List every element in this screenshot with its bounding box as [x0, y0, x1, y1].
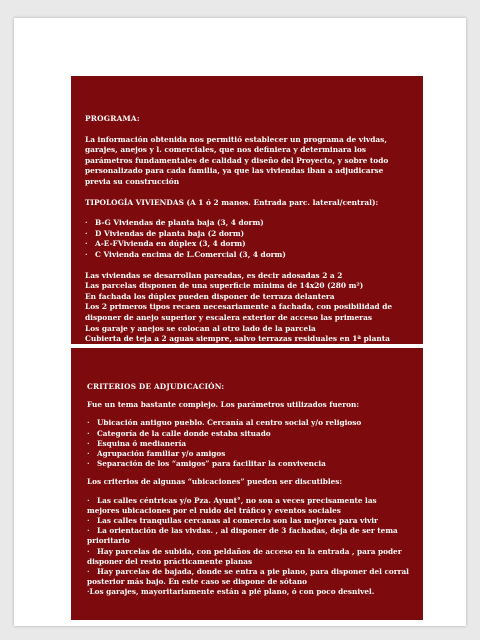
criterios-title: CRITERIOS DE ADJUDICACIÓN: — [87, 382, 225, 391]
document-page — [14, 18, 466, 626]
list-item: · Agrupación familiar y/o amigos — [87, 449, 226, 459]
note-line: Las viviendas se desarrollan pareadas, es decir adosadas 2 a 2 — [85, 270, 343, 280]
list-item: · Las calles tranquilas cercanas al comercio son las mejores para vivir — [87, 516, 378, 526]
note-line: Los garaje y anejos se colocan al otro lado de la parcela — [85, 323, 316, 333]
programa-notes — [85, 271, 411, 345]
note-line: Las parcelas disponen de una superficie mínima de 14x20 (280 m²) — [85, 281, 364, 291]
list-item: · A-E-FVivienda en dúplex (3, 4 dorm) — [85, 239, 246, 249]
list-item: · Hay parcelas de subida, con peldaños de acceso en la entrada , para poder disponer del resto prácticamente planas — [87, 546, 402, 566]
note-line: Los 2 primeros tipos recaen necesariamente a fachada, con posibilidad de disponer de anejo superior y escalera exterior de acceso las primeras — [85, 302, 393, 322]
programa-intro: La información obtenida nos permitió establecer un programa de vivdas, garajes, anejos y l. comerciales, que nos definiera y determinara los parámetros fundamentales de calidad y diseño del Proyecto, y sobre todo personalizado para cada familia, ya que las viviendas iban a adjudicarse previa su construcción — [85, 134, 389, 186]
note-line: En fachada los dúplex pueden disponer de terraza delantera — [85, 291, 335, 301]
closing-line: ·Los garajes, mayoritariamente están a pié plano, ó con poco desnivel. — [87, 587, 375, 597]
criterios-panel — [71, 348, 423, 620]
tipologia-title: TIPOLOGÍA VIVIENDAS (A 1 ó 2 manos. Entrada parc. lateral/central): — [85, 197, 379, 207]
list-item: · Separación de los “amigos” para facilitar la convivencia — [87, 459, 326, 469]
list-item: · Hay parcelas de bajada, donde se entra a pie plano, para disponer del corral posterior más bajo. En este caso se dispone de sótano — [87, 567, 409, 587]
parametros-list — [87, 418, 411, 469]
criterios-intro: Fue un tema bastante complejo. Los parámetros utilizados fueron: — [87, 400, 360, 410]
list-item: · Las calles céntricas y/o Pza. Ayunt°, no son a veces precisamente las mejores ubicaciones por el ruido del tráfico y eventos sociales — [87, 495, 377, 515]
list-item: · D Viviendas de planta baja (2 dorm) — [85, 228, 245, 238]
list-item: · La orientación de las vivdas. , al disponer de 3 fachadas, deja de ser tema prioritario — [87, 526, 398, 546]
list-item: · Categoría de la calle donde estaba situado — [87, 428, 271, 438]
programa-panel — [71, 76, 423, 344]
list-item: · B-G Viviendas de planta baja (3, 4 dorm) — [85, 218, 264, 228]
discutibles-title: Los criterios de algunas “ubicaciones” pueden ser discutibles: — [87, 477, 343, 487]
list-item: · C Vivienda encima de L.Comercial (3, 4 dorm) — [85, 249, 286, 259]
programa-title: PROGRAMA: — [85, 114, 140, 123]
discutibles-list — [87, 496, 411, 588]
list-item: · Esquina ó medianería — [87, 438, 187, 448]
tipologia-list — [85, 218, 411, 260]
list-item: · Ubicación antiguo pueblo. Cercanía al centro social y/o religioso — [87, 418, 362, 428]
note-line: Cubierta de teja a 2 aguas siempre, salvo terrazas residuales en 1ª planta — [85, 334, 390, 344]
